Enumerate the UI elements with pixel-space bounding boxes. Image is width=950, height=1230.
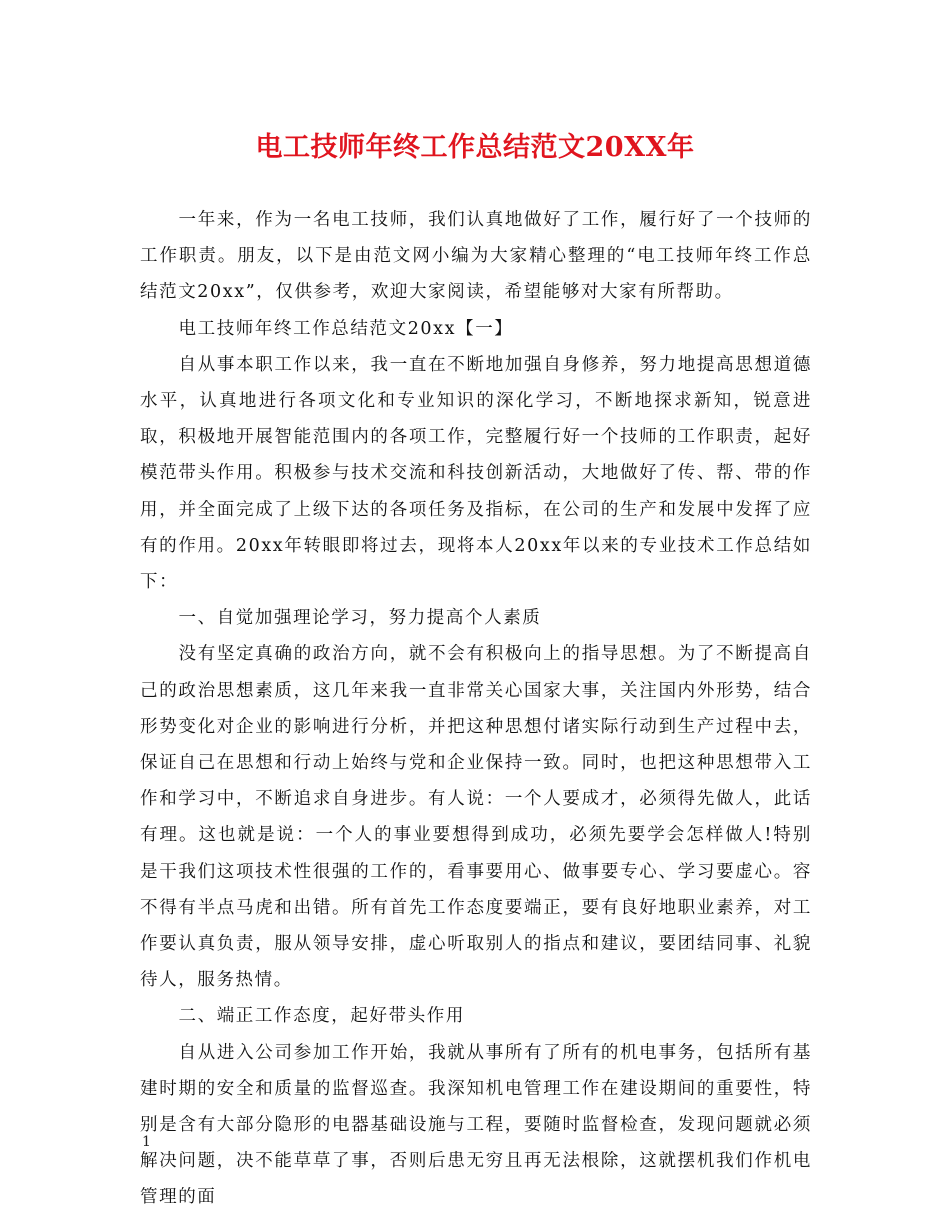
body-paragraph: 自从进入公司参加工作开始，我就从事所有了所有的机电事务，包括所有基建时期的安全和质量的监督巡查。我深知机电管理工作在建设期间的重要性，特别是含有大部分隐形的电器基础设施与工程，要随时监督检查，发现问题就必须解决问题，决不能草草了事，否则后患无穷且再无法根除，这就摆机我们作机电管理的面 xyxy=(140,1042,812,1208)
intro-paragraph: 一年来，作为一名电工技师，我们认真地做好了工作，履行好了一个技师的工作职责。朋友，以下是由范文网小编为大家精心整理的“电工技师年终工作总结范文20xx”，仅供参考，欢迎大家阅读，希望能够对大家有所帮助。 xyxy=(140,210,812,303)
document-body xyxy=(140,202,812,1216)
document-title: 电工技师年终工作总结范文20XX年 xyxy=(255,132,695,163)
page-number: 1 xyxy=(142,1134,151,1150)
body-paragraph: 没有坚定真确的政治方向，就不会有积极向上的指导思想。为了不断提高自己的政治思想素质，这几年来我一直非常关心国家大事，关注国内外形势，结合形势变化对企业的影响进行分析，并把这种思想付诸实际行动到生产过程中去，保证自己在思想和行动上始终与党和企业保持一致。同时，也把这种思想带入工作和学习中，不断追求自身进步。有人说：一个人要成才，必须得先做人，此话有理。这也就是说：一个人的事业要想得到成功，必须先要学会怎样做人!特别是干我们这项技术性很强的工作的，看事要用心、做事要专心、学习要虚心。容不得有半点马虎和出错。所有首先工作态度要端正，要有良好地职业素养，对工作要认真负责，服从领导安排，虚心听取别人的指点和建议，要团结同事、礼貌待人，服务热情。 xyxy=(140,644,812,991)
section-heading-one: 电工技师年终工作总结范文20xx【一】 xyxy=(178,318,514,339)
subheading-work-attitude: 二、端正工作态度，起好带头作用 xyxy=(178,1006,465,1027)
subheading-theory-study: 一、自觉加强理论学习，努力提高个人素质 xyxy=(178,608,542,629)
body-paragraph: 自从事本职工作以来，我一直在不断地加强自身修养，努力地提高思想道德水平，认真地进行各项文化和专业知识的深化学习，不断地探求新知，锐意进取，积极地开展智能范围内的各项工作，完整履行好一个技师的工作职责，起好模范带头作用。积极参与技术交流和科技创新活动，大地做好了传、帮、带的作用，并全面完成了上级下达的各项任务及指标，在公司的生产和发展中发挥了应有的作用。20xx年转眼即将过去，现将本人20xx年以来的专业技术工作总结如下： xyxy=(140,354,812,593)
